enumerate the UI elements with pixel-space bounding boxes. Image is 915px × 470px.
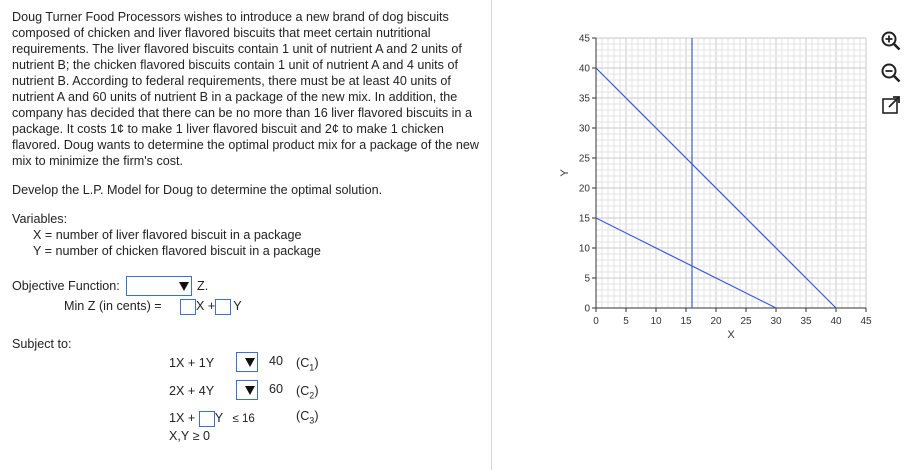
variable-y-definition: Y = number of chicken flavored biscuit in a package [33,244,321,258]
constraint-1-rhs: 40 [268,354,283,368]
objective-y-text: Y [233,299,242,313]
constraint-3-lhs-a: 1X + [169,411,196,425]
problem-text: Doug Turner Food Processors wishes to introduce a new brand of dog biscuits composed of chicken and liver flavored biscuits that meet certain nutritional requirements. The liver flavored biscuits contain 1 unit of nutrient A and 2 units of nutrient B; the chicken flavored biscuits contain 1 unit of nutrient A and 4 units of nutrient B. According to federal requirements, there must be at least 40 units of nutrient A and 60 units of nutrient B in a package of the new mix. In addition, the company has decided that there can be no more than 16 liver flavored biscuits in a package. It costs 1¢ to make 1 liver flavored biscuit and 2¢ to make 1 chicken flavored. Doug wants to determine the optimal product mix for a package of the new mix to minimize the firm's cost. [12,10,479,168]
x-tick-label: 30 [770,316,782,327]
x-tick-label: 35 [800,316,812,327]
constraint-3-tag: $(C_3)$ [296,409,319,426]
x-tick-label: 25 [740,316,752,327]
y-tick-label: 15 [578,213,590,225]
x-tick-label: 15 [680,316,692,327]
dropdown-arrow-icon [179,282,189,291]
constraint-1-tag: $(C_1)$ [296,356,319,373]
graph-tools [880,30,906,126]
x-tick-label: 10 [650,316,662,327]
non-negativity: X,Y ≥ 0 [169,429,210,443]
min-z-label: Min Z (in cents) = [64,299,162,313]
x-tick-label: 45 [860,316,872,327]
instruction-text: Develop the L.P. Model for Doug to determine the optimal solution. [12,183,383,197]
y-tick-label: 40 [578,63,590,75]
constraint-3-sign: ≤ 16 [232,413,255,425]
y-tick-label: 45 [578,33,590,45]
objective-type-dropdown[interactable] [126,276,192,296]
constraints-heading: Subject to: [12,337,72,351]
variables-heading: Variables: [12,212,68,226]
y-tick-label: 35 [578,93,590,105]
y-tick-label: 30 [578,123,590,135]
objective-x-coefficient-input[interactable] [180,299,196,315]
y-tick-label: 0 [584,303,590,315]
y-tick-label: 10 [578,243,590,255]
y-tick-label: 5 [584,273,590,285]
dropdown-arrow-icon [245,358,255,367]
y-tick-label: 25 [578,153,590,165]
y-axis-label: Y [559,169,571,177]
y-tick-label: 20 [578,183,590,195]
feasible-region-chart [560,30,870,350]
objective-y-coefficient-input[interactable] [215,299,231,315]
x-tick-label: 5 [623,316,629,327]
x-axis-label: X [727,329,735,341]
zoom-in-icon[interactable] [880,30,902,52]
constraint-1-lhs: 1X + 1Y [169,356,215,370]
constraint-2-tag: $(C_2)$ [296,384,319,401]
objective-z-text: Z. [197,279,209,293]
constraint-3-y-coefficient-input[interactable] [199,411,215,427]
objective-x-text: X + [196,299,216,313]
objective-label: Objective Function: [12,279,120,293]
constraint-2-lhs: 2X + 4Y [169,384,215,398]
variable-x-definition: X = number of liver flavored biscuit in a package [33,228,302,242]
dropdown-arrow-icon [245,386,255,395]
constraint-2-rhs: 60 [268,382,283,396]
x-tick-label: 40 [830,316,842,327]
x-tick-label: 0 [593,316,599,327]
constraint-2-sign-dropdown[interactable] [236,380,283,400]
x-tick-label: 20 [710,316,722,327]
zoom-out-icon[interactable] [880,62,902,84]
popout-icon[interactable] [880,94,902,116]
constraint-3-lhs-b: Y [214,411,223,425]
constraint-1-sign-dropdown[interactable] [236,352,283,372]
